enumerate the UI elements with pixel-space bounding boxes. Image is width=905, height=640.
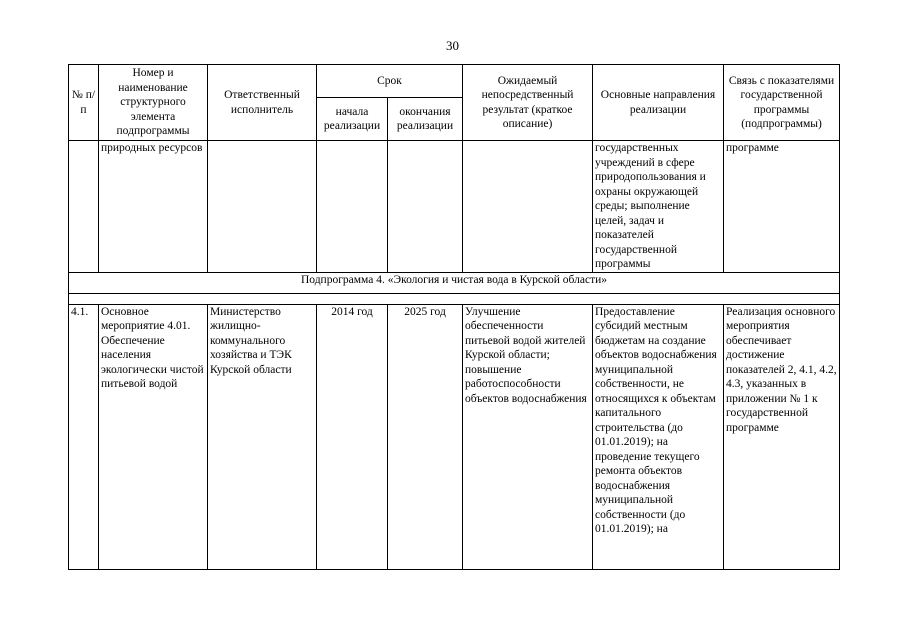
cell-end: 2025 год bbox=[388, 304, 463, 569]
cell-result: Улучшение обеспеченности питьевой водой жителей Курской области; повышение работоспособности объектов водоснабжения bbox=[463, 304, 593, 569]
header-start: начала реализации bbox=[317, 98, 388, 141]
cell-element: Основное мероприятие 4.01. Обеспечение населения экологически чистой питьевой водой bbox=[99, 304, 208, 569]
header-result: Ожидаемый непосредственный результат (краткое описание) bbox=[463, 65, 593, 141]
program-table bbox=[68, 64, 840, 570]
header-link: Связь с показателями государственной программы (подпрограммы) bbox=[724, 65, 840, 141]
cell-element: природных ресурсов bbox=[99, 141, 208, 273]
header-term: Срок bbox=[317, 65, 463, 98]
cell-num bbox=[69, 141, 99, 273]
cell-num: 4.1. bbox=[69, 304, 99, 569]
header-num: № п/п bbox=[69, 65, 99, 141]
cell-executor: Министерство жилищно-коммунального хозяйства и ТЭК Курской области bbox=[208, 304, 317, 569]
spacer-cell bbox=[69, 293, 840, 304]
cell-directions: Предоставление субсидий местным бюджетам на создание объектов водоснабжения муниципальной собственности, не относящихся к объектам капитального строительства (до 01.01.2019); на проведение текущего ремонта объектов водоснабжения муниципальной собственности (до 01.01.2019); на bbox=[593, 304, 724, 569]
header-directions: Основные направления реализации bbox=[593, 65, 724, 141]
cell-executor bbox=[208, 141, 317, 273]
cell-result bbox=[463, 141, 593, 273]
subprogram-title: Подпрограмма 4. «Экология и чистая вода в Курской области» bbox=[69, 272, 840, 293]
cell-directions: государственных учреждений в сфере природопользования и охраны окружающей среды; выполнение целей, задач и показателей государственной программы bbox=[593, 141, 724, 273]
header-element: Номер и наименование структурного элемента подпрограммы bbox=[99, 65, 208, 141]
cell-start: 2014 год bbox=[317, 304, 388, 569]
spacer-row bbox=[69, 293, 840, 304]
page-number: 30 bbox=[446, 38, 459, 53]
cell-end bbox=[388, 141, 463, 273]
continuation-row bbox=[69, 141, 840, 273]
header-end: окончания реализации bbox=[388, 98, 463, 141]
subprogram-title-row bbox=[69, 272, 840, 293]
cell-link: программе bbox=[724, 141, 840, 273]
cell-link: Реализация основного мероприятия обеспечивает достижение показателей 2, 4.1, 4.2, 4.3, указанных в приложении № 1 к государственной программе bbox=[724, 304, 840, 569]
table-row bbox=[69, 304, 840, 569]
header-row-top bbox=[69, 65, 840, 98]
cell-start bbox=[317, 141, 388, 273]
header-executor: Ответственный исполнитель bbox=[208, 65, 317, 141]
